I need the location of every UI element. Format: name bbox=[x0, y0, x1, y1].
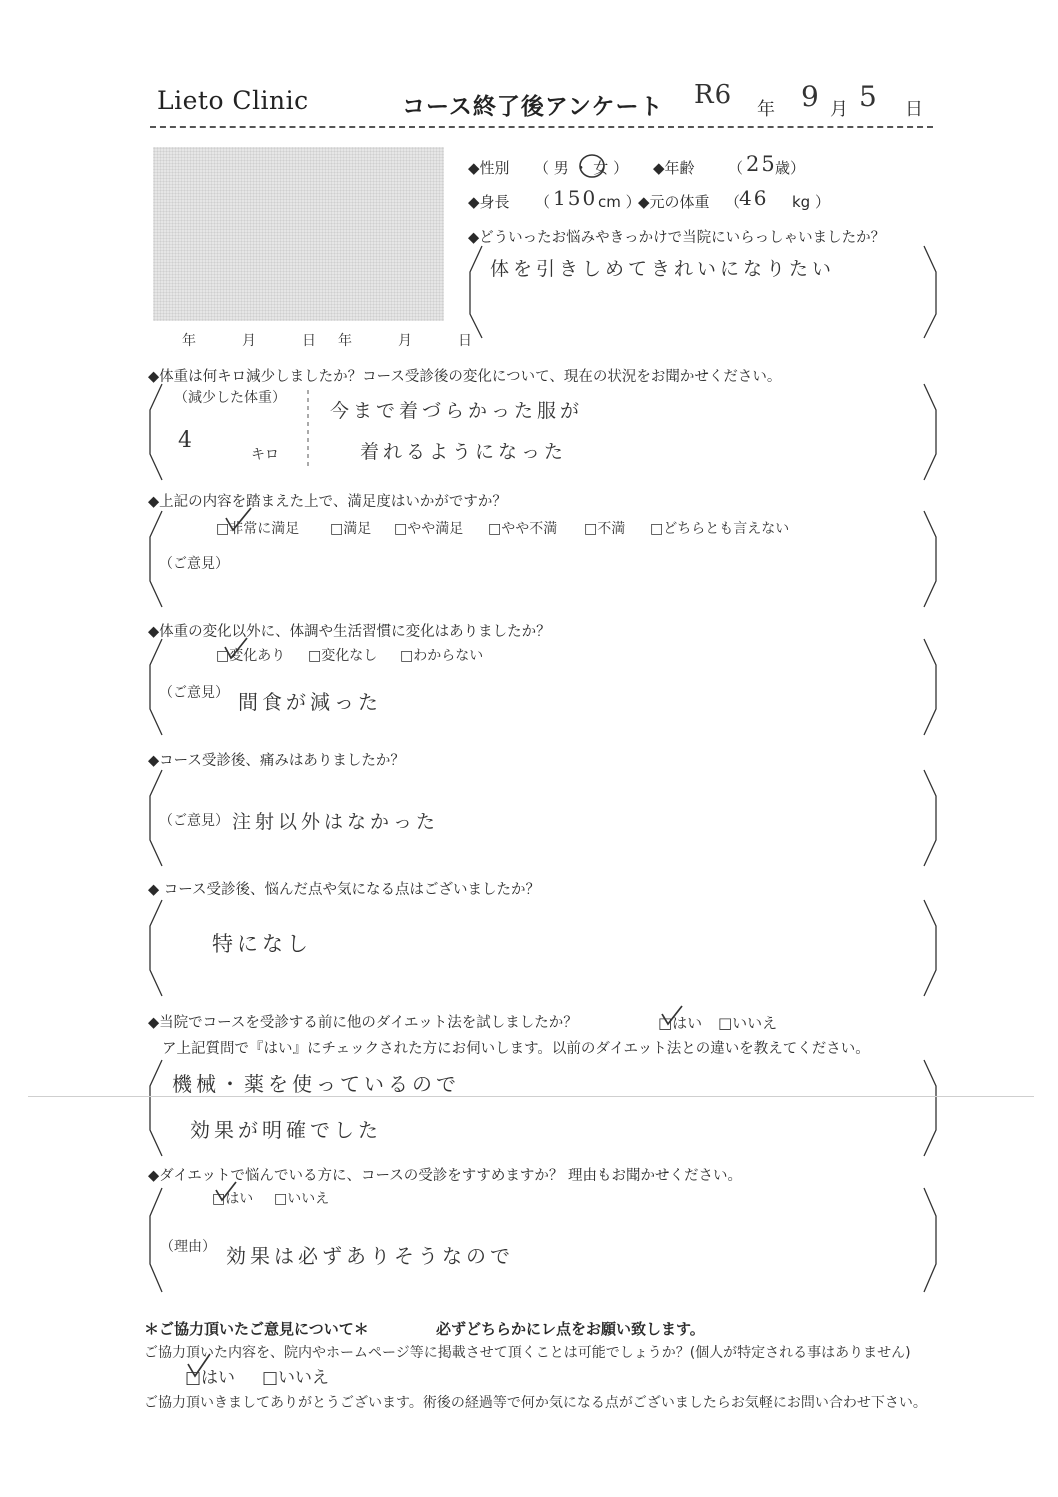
lifestyle-opinion-label: （ご意見） bbox=[159, 685, 229, 701]
date-day[interactable]: 5 bbox=[859, 80, 881, 113]
weight-open: （ bbox=[725, 193, 741, 211]
weight-label: ◆元の体重 bbox=[638, 193, 710, 211]
photo-date-right: 年 月 日 bbox=[338, 333, 478, 349]
header-divider bbox=[150, 126, 933, 128]
weight-value[interactable]: 46 bbox=[739, 186, 769, 210]
date-month[interactable]: 9 bbox=[801, 80, 823, 113]
diet-followup-question: ア上記質問で『はい』にチェックされた方にお伺いします。以前のダイエット法との違いを教えてください。 bbox=[162, 1041, 870, 1057]
height-open: （ bbox=[535, 193, 551, 211]
day-label: 日 bbox=[905, 99, 923, 120]
consent-option-no[interactable]: □いいえ bbox=[262, 1368, 330, 1388]
diet-question: ◆当院でコースを受診する前に他のダイエット法を試しましたか？ bbox=[148, 1015, 578, 1031]
height-label: ◆身長 bbox=[468, 193, 510, 211]
lifestyle-answer[interactable]: 間食が減った bbox=[238, 690, 382, 714]
form-title: コース終了後アンケート bbox=[402, 94, 664, 120]
weight-unit: kg ） bbox=[792, 193, 830, 211]
sex-female-circle bbox=[578, 151, 608, 181]
weight-change-question: ◆体重は何キロ減少しましたか？コース受診後の変化について、現在の状況をお聞かせください。 bbox=[148, 369, 782, 385]
age-unit: 歳） bbox=[775, 159, 806, 177]
age-open: （ bbox=[728, 159, 744, 177]
recommend-option-yes[interactable]: □はい bbox=[212, 1191, 254, 1207]
pain-answer[interactable]: 注射以外はなかった bbox=[232, 811, 440, 833]
weight-lost-value[interactable]: 4 bbox=[178, 428, 196, 453]
height-value[interactable]: 150 bbox=[553, 186, 598, 210]
reason-answer[interactable]: 体を引きしめてきれいになりたい bbox=[490, 258, 836, 280]
height-unit: cm ） bbox=[598, 193, 641, 211]
pain-opinion-label: （ご意見） bbox=[159, 813, 229, 829]
age-label: ◆年齢 bbox=[653, 159, 695, 177]
consent-option-yes[interactable]: □はい bbox=[185, 1368, 236, 1388]
lifestyle-option-changed[interactable]: □変化あり bbox=[216, 648, 286, 664]
check-mark-icon bbox=[223, 636, 249, 662]
satisfaction-option-somewhat-satisfied[interactable]: □やや満足 bbox=[394, 521, 464, 537]
sex-label: ◆性別 bbox=[468, 159, 510, 177]
satisfaction-opinion-label: （ご意見） bbox=[159, 556, 229, 572]
footer-heading: ＊ご協力頂いたご意見について＊ bbox=[144, 1320, 369, 1338]
before-after-photo bbox=[153, 147, 444, 321]
consent-question: ご協力頂いた内容を、院内やホームページ等に掲載させて頂くことは可能でしょうか？(個人が特定される事はありません) bbox=[144, 1345, 911, 1361]
lifestyle-option-unknown[interactable]: □わからない bbox=[400, 648, 484, 664]
diet-option-no[interactable]: □いいえ bbox=[718, 1014, 778, 1032]
weight-lost-label: （減少した体重） bbox=[174, 390, 286, 406]
pain-question: ◆コース受診後、痛みはありましたか？ bbox=[148, 753, 405, 769]
thanks-message: ご協力頂いきましてありがとうございます。術後の経過等で何か気になる点がございましたらお気軽にお問い合わせ下さい。 bbox=[144, 1395, 927, 1411]
satisfaction-question: ◆上記の内容を踏まえた上で、満足度はいかがですか？ bbox=[148, 494, 507, 510]
diet-answer-line2[interactable]: 効果が明確でした bbox=[190, 1118, 382, 1142]
recommend-answer[interactable]: 効果は必ずありそうなので bbox=[226, 1244, 514, 1268]
worry-answer[interactable]: 特になし bbox=[212, 932, 312, 956]
sex-options[interactable]: （ 男 ・ 女 ） bbox=[534, 159, 629, 177]
recommend-option-no[interactable]: □いいえ bbox=[274, 1191, 330, 1207]
diet-option-yes[interactable]: □はい bbox=[658, 1014, 703, 1032]
check-mark-icon bbox=[660, 1004, 684, 1028]
diet-answer-line1[interactable]: 機械・薬を使っているので bbox=[172, 1072, 460, 1096]
weight-change-answer-line1[interactable]: 今まで着づらかった服が bbox=[330, 400, 584, 422]
satisfaction-option-dissatisfied[interactable]: □不満 bbox=[584, 521, 626, 537]
worry-question: ◆ コース受診後、悩んだ点や気になる点はございましたか？ bbox=[148, 882, 541, 898]
check-mark-icon bbox=[214, 1180, 238, 1204]
date-era[interactable]: R6 bbox=[694, 80, 733, 110]
satisfaction-option-satisfied[interactable]: □満足 bbox=[330, 521, 372, 537]
age-value[interactable]: 25 bbox=[746, 152, 777, 176]
satisfaction-option-very-satisfied[interactable]: □非常に満足 bbox=[216, 521, 300, 537]
recommend-question: ◆ダイエットで悩んでいる方に、コースの受診をすすめますか？ 理由もお聞かせください。 bbox=[148, 1168, 743, 1184]
satisfaction-option-somewhat-dissatisfied[interactable]: □やや不満 bbox=[488, 521, 558, 537]
clinic-logo: Lieto Clinic bbox=[157, 86, 309, 115]
reason-question: ◆どういったお悩みやきっかけで当院にいらっしゃいましたか？ bbox=[468, 230, 886, 246]
check-mark-icon bbox=[224, 506, 254, 534]
photo-date-left: 年 月 日 bbox=[182, 333, 322, 349]
footer-instruction: 必ずどちらかにレ点をお願い致します。 bbox=[436, 1320, 705, 1338]
kilo-label: キロ bbox=[251, 447, 279, 463]
check-mark-icon bbox=[186, 1352, 212, 1380]
month-label: 月 bbox=[830, 99, 848, 120]
year-label: 年 bbox=[757, 99, 775, 120]
weight-change-answer-line2[interactable]: 着れるようになった bbox=[360, 441, 568, 463]
recommend-reason-label: （理由） bbox=[160, 1239, 216, 1255]
lifestyle-question: ◆体重の変化以外に、体調や生活習慣に変化はありましたか？ bbox=[148, 624, 551, 640]
lifestyle-option-no-change[interactable]: □変化なし bbox=[308, 648, 378, 664]
satisfaction-option-neither[interactable]: □どちらとも言えない bbox=[650, 521, 790, 537]
